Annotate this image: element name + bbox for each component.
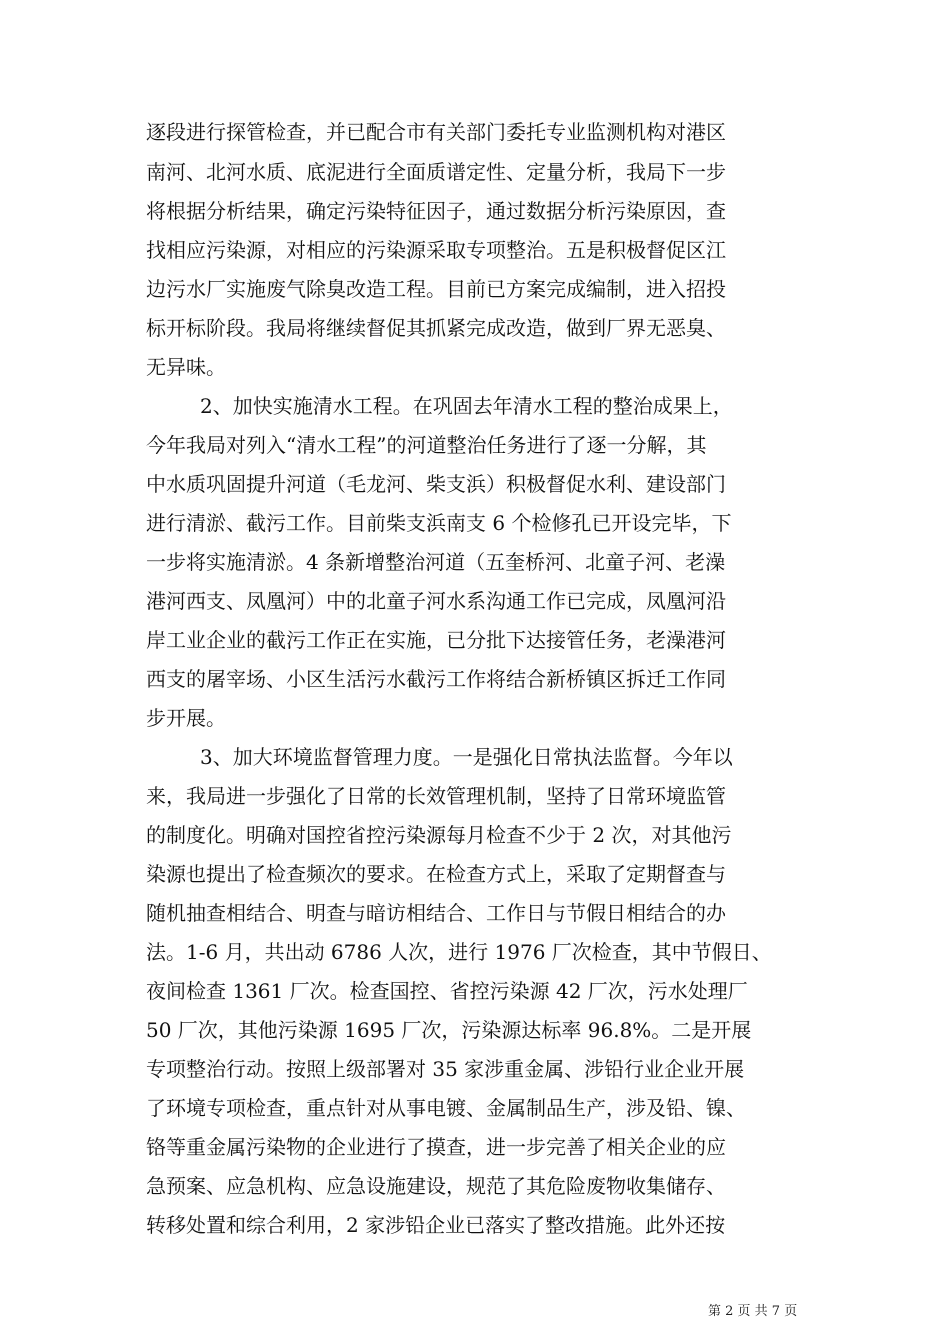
- text-line: 找相应污染源，对相应的污染源采取专项整治。五是积极督促区江: [146, 238, 726, 262]
- text-line: 步开展。: [146, 706, 226, 730]
- text-line: 一步将实施清淤。4 条新增整治河道（五奎桥河、北童子河、老澡: [146, 550, 726, 574]
- text-line: 铬等重金属污染物的企业进行了摸查，进一步完善了相关企业的应: [146, 1135, 726, 1159]
- text-line: 了环境专项检查，重点针对从事电镀、金属制品生产，涉及铅、镍、: [146, 1096, 746, 1120]
- text-line: 南河、北河水质、底泥进行全面质谱定性、定量分析，我局下一步: [146, 160, 726, 184]
- text-line: 来，我局进一步强化了日常的长效管理机制，坚持了日常环境监管: [146, 784, 726, 808]
- paragraph-start-line: 3、加大环境监督管理力度。一是强化日常执法监督。今年以: [200, 745, 733, 769]
- text-line: 法。1-6 月，共出动 6786 人次，进行 1976 厂次检查，其中节假日、: [146, 940, 772, 964]
- text-line: 西支的屠宰场、小区生活污水截污工作将结合新桥镇区拆迁工作同: [146, 667, 726, 691]
- text-line: 夜间检查 1361 厂次。检查国控、省控污染源 42 厂次，污水处理厂: [146, 979, 748, 1003]
- text-line: 无异味。: [146, 355, 226, 379]
- text-line: 将根据分析结果，确定污染特征因子，通过数据分析污染原因，查: [146, 199, 726, 223]
- text-line: 专项整治行动。按照上级部署对 35 家涉重金属、涉铅行业企业开展: [146, 1057, 745, 1081]
- text-line: 急预案、应急机构、应急设施建设，规范了其危险废物收集储存、: [146, 1174, 726, 1198]
- text-line: 港河西支、凤凰河）中的北童子河水系沟通工作已完成，凤凰河沿: [146, 589, 726, 613]
- text-line: 随机抽查相结合、明查与暗访相结合、工作日与节假日相结合的办: [146, 901, 726, 925]
- text-line: 50 厂次，其他污染源 1695 厂次，污染源达标率 96.8%。二是开展: [146, 1018, 752, 1042]
- text-line: 中水质巩固提升河道（毛龙河、柴支浜）积极督促水利、建设部门: [146, 472, 726, 496]
- text-line: 进行清淤、截污工作。目前柴支浜南支 6 个检修孔已开设完毕，下: [146, 511, 732, 535]
- text-line: 转移处置和综合利用，2 家涉铅企业已落实了整改措施。此外还按: [146, 1213, 726, 1237]
- text-line: 逐段进行探管检查，并已配合市有关部门委托专业监测机构对港区: [146, 120, 726, 144]
- text-line: 染源也提出了检查频次的要求。在检查方式上，采取了定期督查与: [146, 862, 726, 886]
- text-line: 边污水厂实施废气除臭改造工程。目前已方案完成编制，进入招投: [146, 277, 726, 301]
- text-line: 今年我局对列入“清水工程”的河道整治任务进行了逐一分解，其: [146, 433, 707, 457]
- page-number: 第 2 页 共 7 页: [708, 1304, 798, 1319]
- paragraph-start-line: 2、加快实施清水工程。在巩固去年清水工程的整治成果上，: [200, 394, 733, 418]
- text-line: 标开标阶段。我局将继续督促其抓紧完成改造，做到厂界无恶臭、: [146, 316, 726, 340]
- text-line: 的制度化。明确对国控省控污染源每月检查不少于 2 次，对其他污: [146, 823, 732, 847]
- text-line: 岸工业企业的截污工作正在实施，已分批下达接管任务，老澡港河: [146, 628, 726, 652]
